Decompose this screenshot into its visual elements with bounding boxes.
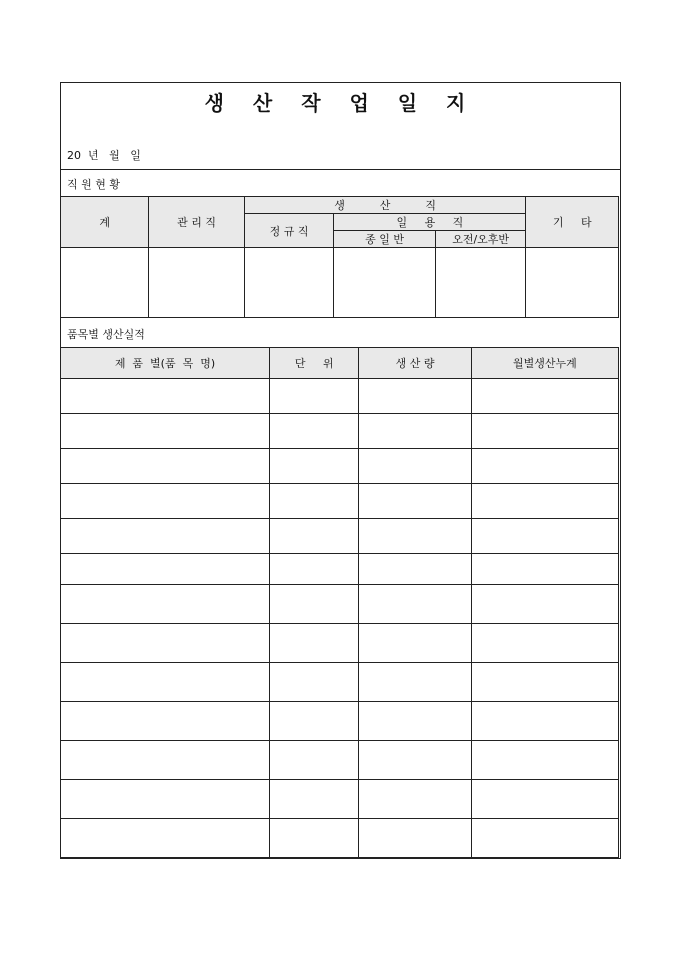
table-row — [61, 663, 619, 702]
cumulative-cell[interactable] — [471, 484, 618, 519]
unit-cell[interactable] — [269, 585, 359, 624]
regular-header: 정 규 직 — [244, 214, 334, 248]
table-row — [61, 519, 619, 554]
quantity-cell[interactable] — [359, 379, 471, 414]
table-row — [61, 819, 619, 858]
unit-header: 단 위 — [269, 348, 359, 379]
quantity-cell[interactable] — [359, 819, 471, 858]
cumulative-cell[interactable] — [471, 819, 618, 858]
staff-status-table — [60, 196, 619, 318]
quantity-cell[interactable] — [359, 554, 471, 585]
manager-header: 관 리 직 — [149, 197, 244, 248]
date-line: 20 년 월 일 — [67, 149, 141, 162]
product-section-label: 품목별 생산실적 — [67, 328, 145, 341]
half-day-header: 오전/오후반 — [435, 231, 526, 248]
cumulative-cell[interactable] — [471, 379, 618, 414]
cumulative-cell[interactable] — [471, 624, 618, 663]
product-name-cell[interactable] — [61, 624, 270, 663]
total-header: 계 — [61, 197, 149, 248]
product-name-cell[interactable] — [61, 663, 270, 702]
total-cell[interactable] — [61, 248, 149, 318]
production-header: 생 산 직 — [244, 197, 526, 214]
cumulative-cell[interactable] — [471, 519, 618, 554]
quantity-cell[interactable] — [359, 519, 471, 554]
full-day-cell[interactable] — [334, 248, 435, 318]
table-row — [61, 554, 619, 585]
divider — [61, 169, 620, 170]
cumulative-header: 월별생산누계 — [471, 348, 618, 379]
form-title: 생 산 작 업 일 지 — [204, 91, 477, 115]
product-name-cell[interactable] — [61, 484, 270, 519]
manager-cell[interactable] — [149, 248, 244, 318]
unit-cell[interactable] — [269, 449, 359, 484]
quantity-cell[interactable] — [359, 624, 471, 663]
product-name-cell[interactable] — [61, 702, 270, 741]
cumulative-cell[interactable] — [471, 702, 618, 741]
product-name-cell[interactable] — [61, 449, 270, 484]
product-output-table — [60, 347, 619, 858]
production-work-log-form — [60, 82, 621, 859]
other-header: 기 타 — [526, 197, 619, 248]
cumulative-cell[interactable] — [471, 585, 618, 624]
table-row — [61, 780, 619, 819]
product-name-cell[interactable] — [61, 519, 270, 554]
unit-cell[interactable] — [269, 554, 359, 585]
daily-header: 일 용 직 — [334, 214, 526, 231]
product-name-header: 제 품 별(품 목 명) — [61, 348, 270, 379]
half-day-cell[interactable] — [435, 248, 526, 318]
quantity-header: 생 산 량 — [359, 348, 471, 379]
unit-cell[interactable] — [269, 702, 359, 741]
product-name-cell[interactable] — [61, 379, 270, 414]
product-name-cell[interactable] — [61, 554, 270, 585]
table-row — [61, 484, 619, 519]
table-row — [61, 741, 619, 780]
quantity-cell[interactable] — [359, 585, 471, 624]
product-name-cell[interactable] — [61, 414, 270, 449]
table-row — [61, 449, 619, 484]
table-row — [61, 702, 619, 741]
cumulative-cell[interactable] — [471, 741, 618, 780]
table-row — [61, 624, 619, 663]
staff-section-label: 직 원 현 황 — [67, 178, 120, 191]
table-row — [61, 414, 619, 449]
unit-cell[interactable] — [269, 519, 359, 554]
quantity-cell[interactable] — [359, 484, 471, 519]
regular-cell[interactable] — [244, 248, 334, 318]
unit-cell[interactable] — [269, 819, 359, 858]
product-name-cell[interactable] — [61, 780, 270, 819]
cumulative-cell[interactable] — [471, 663, 618, 702]
table-row — [61, 379, 619, 414]
unit-cell[interactable] — [269, 624, 359, 663]
quantity-cell[interactable] — [359, 449, 471, 484]
unit-cell[interactable] — [269, 780, 359, 819]
product-name-cell[interactable] — [61, 819, 270, 858]
cumulative-cell[interactable] — [471, 449, 618, 484]
quantity-cell[interactable] — [359, 414, 471, 449]
quantity-cell[interactable] — [359, 741, 471, 780]
unit-cell[interactable] — [269, 663, 359, 702]
unit-cell[interactable] — [269, 484, 359, 519]
other-cell[interactable] — [526, 248, 619, 318]
quantity-cell[interactable] — [359, 780, 471, 819]
product-name-cell[interactable] — [61, 585, 270, 624]
table-row — [61, 585, 619, 624]
unit-cell[interactable] — [269, 414, 359, 449]
cumulative-cell[interactable] — [471, 780, 618, 819]
cumulative-cell[interactable] — [471, 414, 618, 449]
quantity-cell[interactable] — [359, 663, 471, 702]
full-day-header: 종 일 반 — [334, 231, 435, 248]
unit-cell[interactable] — [269, 741, 359, 780]
cumulative-cell[interactable] — [471, 554, 618, 585]
product-name-cell[interactable] — [61, 741, 270, 780]
quantity-cell[interactable] — [359, 702, 471, 741]
unit-cell[interactable] — [269, 379, 359, 414]
